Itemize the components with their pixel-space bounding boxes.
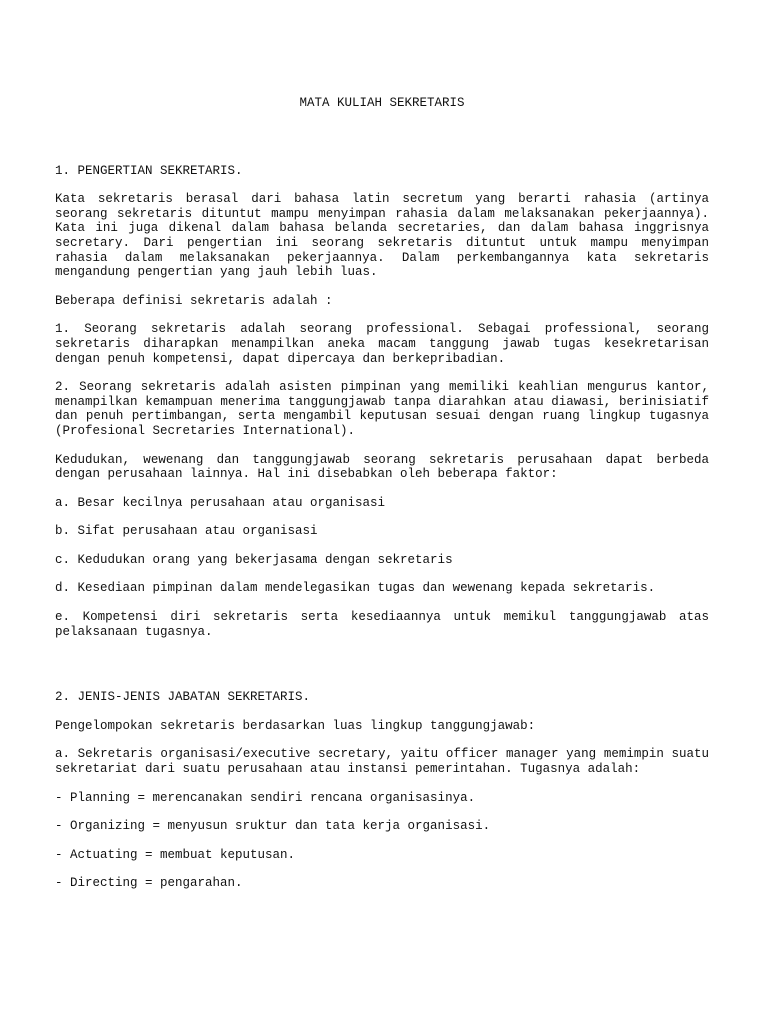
paragraph: Kata sekretaris berasal dari bahasa latin secretum yang berarti rahasia (artinya seorang sekretaris dituntut mampu menyimpan rahasia dalam melaksanakan pekerjaannya). Kata ini juga dikenal dalam bahasa belanda secretaries, dan dalam bahasa inggrisnya secretary. Dari pengertian ini seorang sekretaris dituntut untuk mampu menyimpan rahasia dalam melaksanakan pekerjaannya. Dalam perkembangannya kata sekretaris mengandung pengertian yang jauh lebih luas. <box>55 192 709 280</box>
list-item: a. Besar kecilnya perusahaan atau organisasi <box>55 495 386 510</box>
list-item: b. Sifat perusahaan atau organisasi <box>55 524 318 539</box>
section-jenis-jabatan <box>55 690 709 891</box>
section-spacer <box>55 653 709 690</box>
list-item: d. Kesediaan pimpinan dalam mendelegasikan tugas dan wewenang kepada sekretaris. <box>55 581 656 596</box>
section-heading: 2. JENIS-JENIS JABATAN SEKRETARIS. <box>55 690 311 705</box>
list-item: c. Kedudukan orang yang bekerjasama dengan sekretaris <box>55 552 453 567</box>
paragraph: Beberapa definisi sekretaris adalah : <box>55 293 333 308</box>
document-body <box>55 96 709 905</box>
paragraph: Pengelompokan sekretaris berdasarkan luas lingkup tanggungjawab: <box>55 718 536 733</box>
list-item: a. Sekretaris organisasi/executive secretary, yaitu officer manager yang memimpin suatu sekretariat dari suatu perusahaan atau instansi pemerintahan. Tugasnya adalah: <box>55 747 709 777</box>
list-item: 2. Seorang sekretaris adalah asisten pimpinan yang memiliki keahlian mengurus kantor, menampilkan kemampuan menerima tanggungjawab tanpa diarahkan atau diawasi, berinisiatif dan penuh pertimbangan, serta mengambil keputusan sesuai dengan ruang lingkup tugasnya (Profesional Secretaries International). <box>55 380 709 438</box>
list-item: 1. Seorang sekretaris adalah seorang professional. Sebagai professional, seorang sekretaris diharapkan menampilkan aneka macam tanggung jawab tugas kesekretarisan dengan penuh kompetensi, dapat dipercaya dan berkepribadian. <box>55 322 709 366</box>
section-heading: 1. PENGERTIAN SEKRETARIS. <box>55 163 243 178</box>
section-pengertian <box>55 164 709 640</box>
list-item: e. Kompetensi diri sekretaris serta kesediaannya untuk memikul tanggungjawab atas pelaksanaan tugasnya. <box>55 610 709 639</box>
list-item: - Planning = merencanakan sendiri rencana organisasinya. <box>55 790 476 805</box>
list-item: - Actuating = membuat keputusan. <box>55 847 296 862</box>
document-title: MATA KULIAH SEKRETARIS <box>299 96 465 110</box>
paragraph: Kedudukan, wewenang dan tanggungjawab seorang sekretaris perusahaan dapat berbeda dengan perusahaan lainnya. Hal ini disebabkan oleh beberapa faktor: <box>55 452 709 482</box>
list-item: - Directing = pengarahan. <box>55 876 243 891</box>
list-item: - Organizing = menyusun sruktur dan tata kerja organisasi. <box>55 819 491 834</box>
